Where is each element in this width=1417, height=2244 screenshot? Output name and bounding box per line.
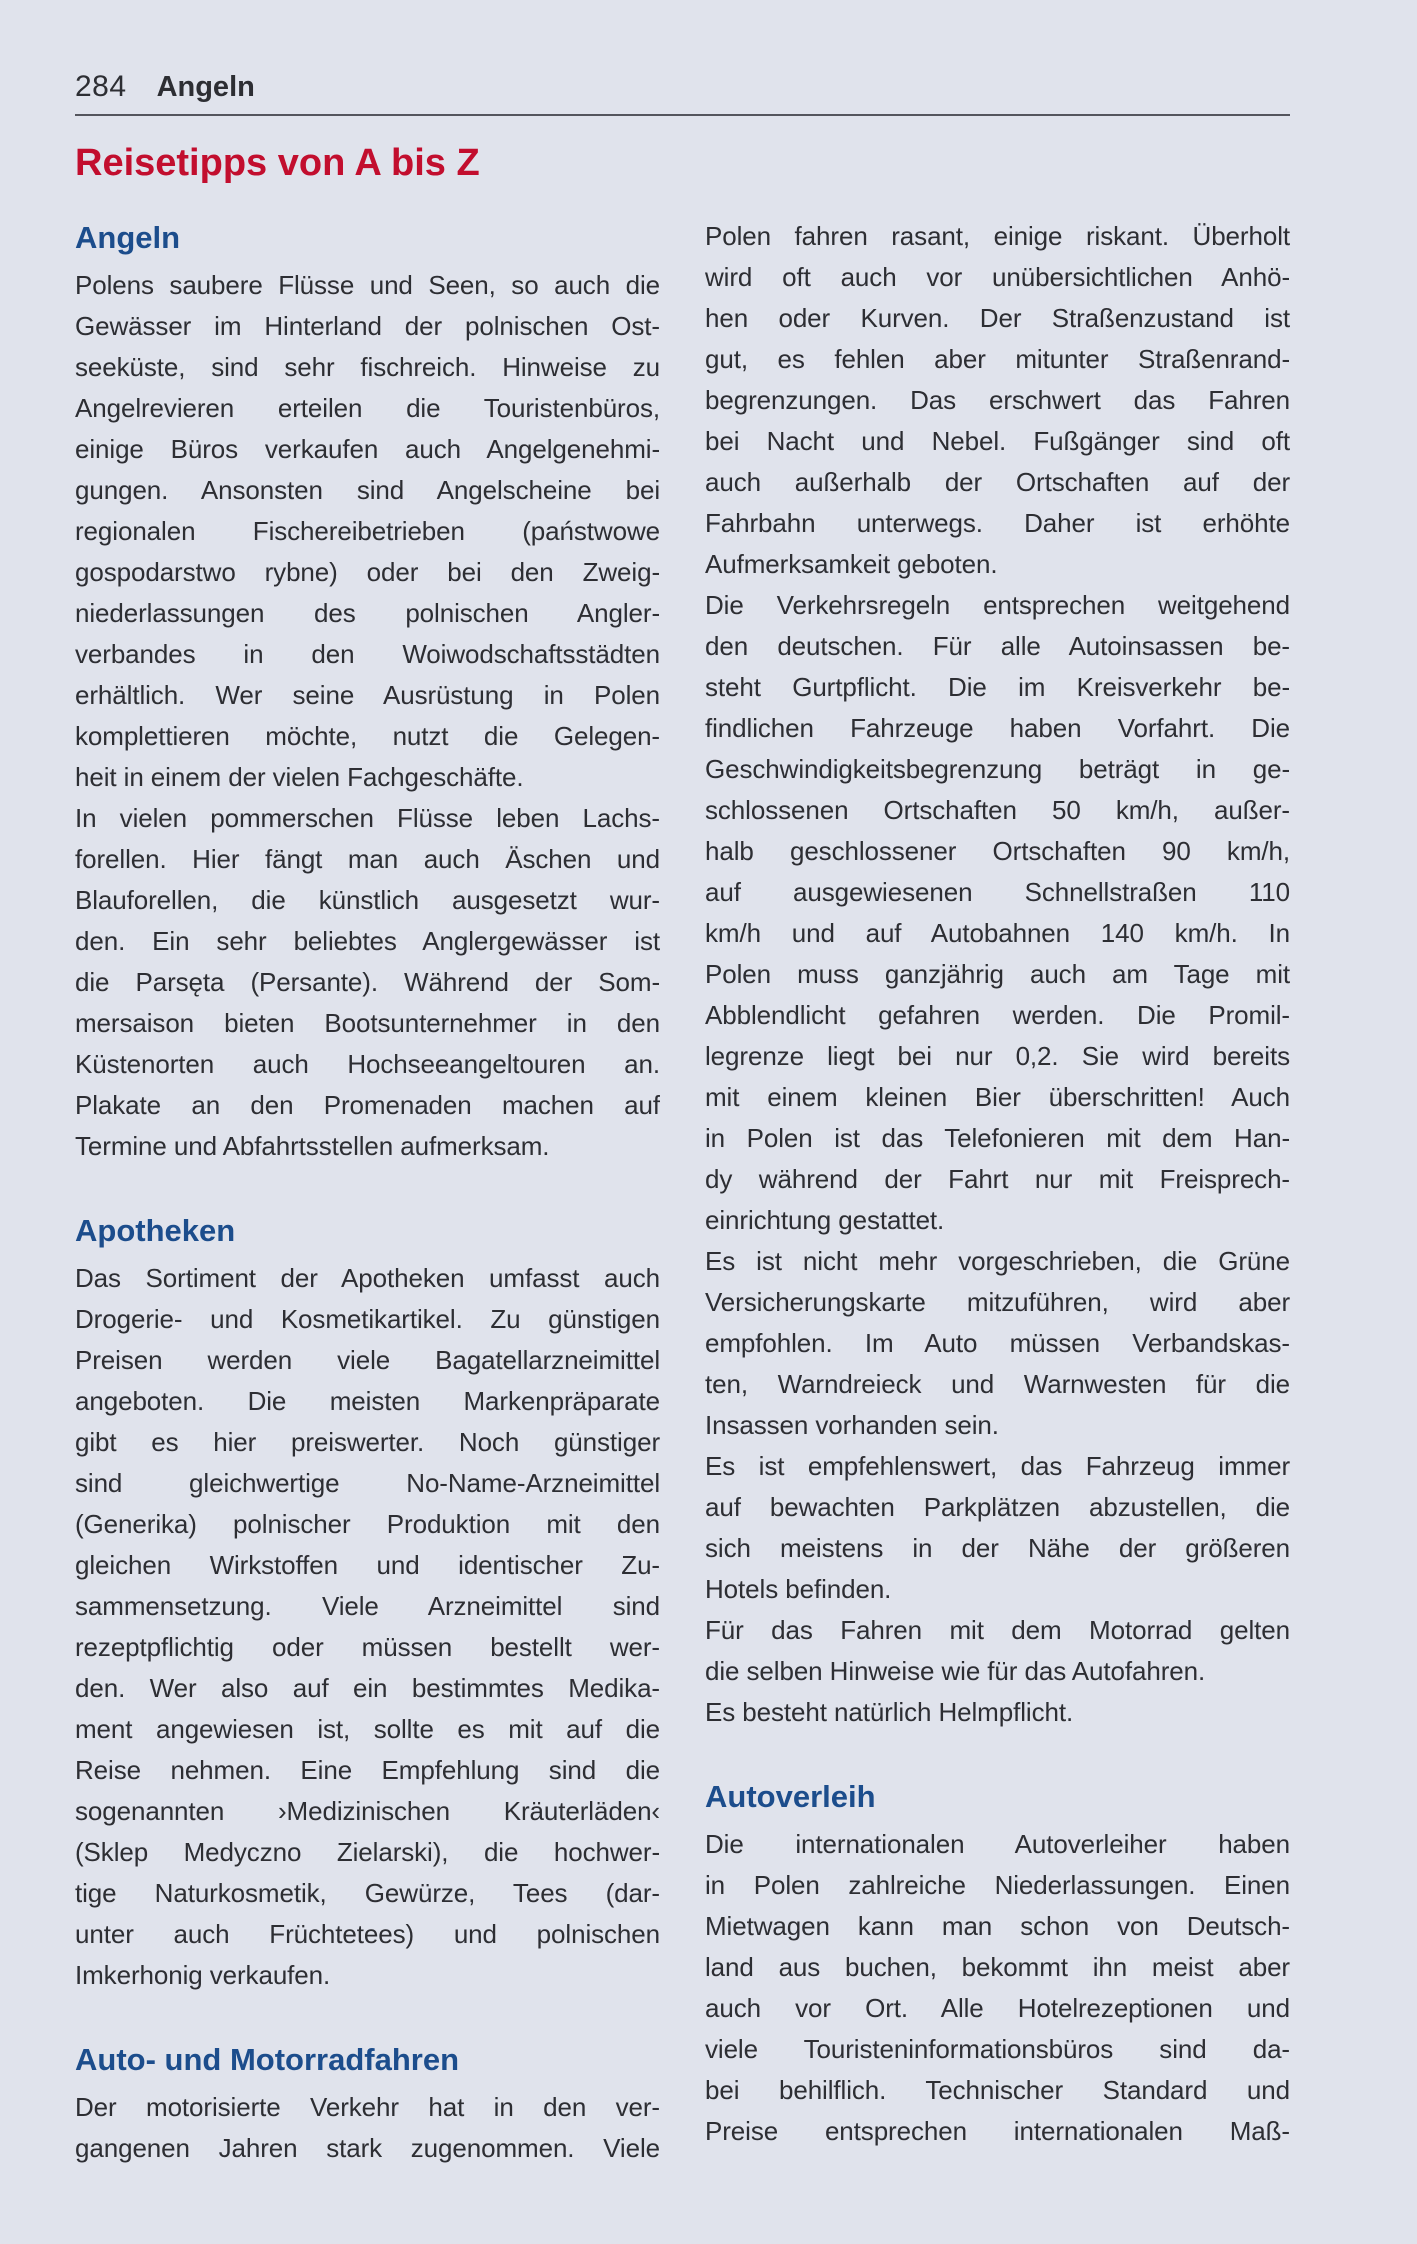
text-line: Polen muss ganzjährig auch am Tage mit bbox=[705, 959, 1290, 989]
text-line: regionalen Fischereibetrieben (państwowe bbox=[75, 516, 660, 546]
text-line: Es ist empfehlenswert, das Fahrzeug immer bbox=[705, 1451, 1290, 1481]
paragraph bbox=[75, 2087, 660, 2169]
text-line: In vielen pommerschen Flüsse leben Lachs- bbox=[75, 803, 660, 833]
page-title: Reisetipps von A bis Z bbox=[75, 142, 480, 184]
text-line: gungen. Ansonsten sind Angelscheine bei bbox=[75, 475, 660, 505]
text-line: sogenannten ›Medizinischen Kräuterläden‹ bbox=[75, 1796, 660, 1826]
text-line: (Generika) polnischer Produktion mit den bbox=[75, 1509, 660, 1539]
text-line: viele Touristeninformationsbüros sind da- bbox=[705, 2034, 1290, 2064]
text-line: Polens saubere Flüsse und Seen, so auch die bbox=[75, 270, 660, 300]
text-line: den. Ein sehr beliebtes Anglergewässer ist bbox=[75, 926, 660, 956]
text-line: Blauforellen, die künstlich ausgesetzt wur- bbox=[75, 885, 660, 915]
page-header bbox=[75, 70, 1290, 114]
text-line: Polen fahren rasant, einige riskant. Überholt bbox=[705, 221, 1290, 251]
header-rule bbox=[75, 114, 1290, 116]
text-line: erhältlich. Wer seine Ausrüstung in Polen bbox=[75, 680, 660, 710]
text-line: mersaison bieten Bootsunternehmer in den bbox=[75, 1008, 660, 1038]
text-line: Das Sortiment der Apotheken umfasst auch bbox=[75, 1263, 660, 1293]
text-line: Gewässer im Hinterland der polnischen Ost- bbox=[75, 311, 660, 341]
paragraph bbox=[705, 1241, 1290, 1446]
text-line: Abblendlicht gefahren werden. Die Promil- bbox=[705, 1000, 1290, 1030]
text-line: Es besteht natürlich Helmpflicht. bbox=[705, 1697, 1074, 1727]
text-line: Mietwagen kann man schon von Deutsch- bbox=[705, 1911, 1290, 1941]
text-line: gut, es fehlen aber mitunter Straßenrand- bbox=[705, 344, 1290, 374]
text-line: empfohlen. Im Auto müssen Verbandskas- bbox=[705, 1328, 1290, 1358]
text-line: niederlassungen des polnischen Angler- bbox=[75, 598, 660, 628]
paragraph bbox=[75, 265, 660, 798]
paragraph bbox=[705, 1824, 1290, 2152]
paragraph bbox=[705, 585, 1290, 1241]
text-line: komplettieren möchte, nutzt die Gelegen- bbox=[75, 721, 660, 751]
text-line: land aus buchen, bekommt ihn meist aber bbox=[705, 1952, 1290, 1982]
text-line: steht Gurtpflicht. Die im Kreisverkehr be- bbox=[705, 672, 1290, 702]
text-line: den. Wer also auf ein bestimmtes Medika- bbox=[75, 1673, 660, 1703]
text-line: hen oder Kurven. Der Straßenzustand ist bbox=[705, 303, 1290, 333]
text-line: Hotels befinden. bbox=[705, 1574, 892, 1604]
right-column bbox=[705, 216, 1290, 2169]
paragraph bbox=[705, 1610, 1290, 1692]
text-line: Der motorisierte Verkehr hat in den ver- bbox=[75, 2092, 660, 2122]
text-line: bei behilflich. Technischer Standard und bbox=[705, 2075, 1290, 2105]
chapter-title: Angeln bbox=[156, 71, 255, 103]
text-line: einrichtung gestattet. bbox=[705, 1205, 945, 1235]
text-line: Die Verkehrsregeln entsprechen weitgehend bbox=[705, 590, 1290, 620]
text-line: gospodarstwo rybne) oder bei den Zweig- bbox=[75, 557, 660, 587]
paragraph bbox=[75, 1258, 660, 1996]
text-line: km/h und auf Autobahnen 140 km/h. In bbox=[705, 918, 1290, 948]
text-line: (Sklep Medyczno Zielarski), die hochwer- bbox=[75, 1837, 660, 1867]
section-heading: Auto- und Motorradfahren bbox=[75, 2042, 460, 2077]
left-column bbox=[75, 216, 660, 2169]
text-line: unter auch Früchtetees) und polnischen bbox=[75, 1919, 660, 1949]
text-line: halb geschlossener Ortschaften 90 km/h, bbox=[705, 836, 1290, 866]
text-line: bei Nacht und Nebel. Fußgänger sind oft bbox=[705, 426, 1290, 456]
section-heading: Angeln bbox=[75, 220, 181, 255]
text-line: sammensetzung. Viele Arzneimittel sind bbox=[75, 1591, 660, 1621]
text-line: in Polen zahlreiche Niederlassungen. Einen bbox=[705, 1870, 1290, 1900]
text-line: Preise entsprechen internationalen Maß- bbox=[705, 2116, 1290, 2146]
text-line: legrenze liegt bei nur 0,2. Sie wird bereits bbox=[705, 1041, 1290, 1071]
text-line: tige Naturkosmetik, Gewürze, Tees (dar- bbox=[75, 1878, 660, 1908]
text-line: Insassen vorhanden sein. bbox=[705, 1410, 999, 1440]
text-line: Imkerhonig verkaufen. bbox=[75, 1960, 331, 1990]
text-line: Angelrevieren erteilen die Touristenbüros, bbox=[75, 393, 660, 423]
text-line: schlossenen Ortschaften 50 km/h, außer- bbox=[705, 795, 1290, 825]
text-line: auf bewachten Parkplätzen abzustellen, die bbox=[705, 1492, 1290, 1522]
text-line: gibt es hier preiswerter. Noch günstiger bbox=[75, 1427, 660, 1457]
text-line: Aufmerksamkeit geboten. bbox=[705, 549, 998, 579]
text-line: ment angewiesen ist, sollte es mit auf die bbox=[75, 1714, 660, 1744]
text-line: angeboten. Die meisten Markenpräparate bbox=[75, 1386, 660, 1416]
text-line: mit einem kleinen Bier überschritten! Auch bbox=[705, 1082, 1290, 1112]
text-line: Fahrbahn unterwegs. Daher ist erhöhte bbox=[705, 508, 1290, 538]
text-line: auf ausgewiesenen Schnellstraßen 110 bbox=[705, 877, 1290, 907]
text-line: Geschwindigkeitsbegrenzung beträgt in ge- bbox=[705, 754, 1290, 784]
text-line: in Polen ist das Telefonieren mit dem Han- bbox=[705, 1123, 1290, 1153]
text-line: seeküste, sind sehr fischreich. Hinweise zu bbox=[75, 352, 660, 382]
paragraph bbox=[75, 798, 660, 1167]
text-line: Für das Fahren mit dem Motorrad gelten bbox=[705, 1615, 1290, 1645]
text-line: begrenzungen. Das erschwert das Fahren bbox=[705, 385, 1290, 415]
text-line: Küstenorten auch Hochseeangeltouren an. bbox=[75, 1049, 660, 1079]
text-line: die Parsęta (Persante). Während der Som- bbox=[75, 967, 660, 997]
text-line: einige Büros verkaufen auch Angelgenehmi- bbox=[75, 434, 660, 464]
text-line: ten, Warndreieck und Warnwesten für die bbox=[705, 1369, 1290, 1399]
text-line: Reise nehmen. Eine Empfehlung sind die bbox=[75, 1755, 660, 1785]
text-line: dy während der Fahrt nur mit Freisprech- bbox=[705, 1164, 1290, 1194]
text-line: Preisen werden viele Bagatellarzneimittel bbox=[75, 1345, 660, 1375]
text-line: gangenen Jahren stark zugenommen. Viele bbox=[75, 2133, 660, 2163]
text-line: Die internationalen Autoverleiher haben bbox=[705, 1829, 1290, 1859]
text-line: Plakate an den Promenaden machen auf bbox=[75, 1090, 660, 1120]
text-line: findlichen Fahrzeuge haben Vorfahrt. Die bbox=[705, 713, 1290, 743]
columns bbox=[75, 216, 1290, 2169]
text-line: Drogerie- und Kosmetikartikel. Zu günstigen bbox=[75, 1304, 660, 1334]
text-line: die selben Hinweise wie für das Autofahren. bbox=[705, 1656, 1206, 1686]
text-line: heit in einem der vielen Fachgeschäfte. bbox=[75, 762, 524, 792]
text-line: gleichen Wirkstoffen und identischer Zu- bbox=[75, 1550, 660, 1580]
text-line: wird oft auch vor unübersichtlichen Anhö- bbox=[705, 262, 1290, 292]
paragraph bbox=[705, 216, 1290, 585]
text-line: forellen. Hier fängt man auch Äschen und bbox=[75, 844, 660, 874]
text-line: rezeptpflichtig oder müssen bestellt wer- bbox=[75, 1632, 660, 1662]
text-line: auch außerhalb der Ortschaften auf der bbox=[705, 467, 1290, 497]
page-number: 284 bbox=[75, 70, 127, 103]
text-line: Es ist nicht mehr vorgeschrieben, die Grüne bbox=[705, 1246, 1290, 1276]
paragraph bbox=[705, 1446, 1290, 1610]
text-line: verbandes in den Woiwodschaftsstädten bbox=[75, 639, 660, 669]
text-line: auch vor Ort. Alle Hotelrezeptionen und bbox=[705, 1993, 1290, 2023]
text-line: sind gleichwertige No-Name-Arzneimittel bbox=[75, 1468, 660, 1498]
section-heading: Apotheken bbox=[75, 1213, 236, 1248]
text-line: Termine und Abfahrtsstellen aufmerksam. bbox=[75, 1131, 550, 1161]
section-heading: Autoverleih bbox=[705, 1779, 876, 1814]
text-line: sich meistens in der Nähe der größeren bbox=[705, 1533, 1290, 1563]
text-line: den deutschen. Für alle Autoinsassen be- bbox=[705, 631, 1290, 661]
text-line: Versicherungskarte mitzuführen, wird aber bbox=[705, 1287, 1290, 1317]
paragraph bbox=[705, 1692, 1290, 1733]
